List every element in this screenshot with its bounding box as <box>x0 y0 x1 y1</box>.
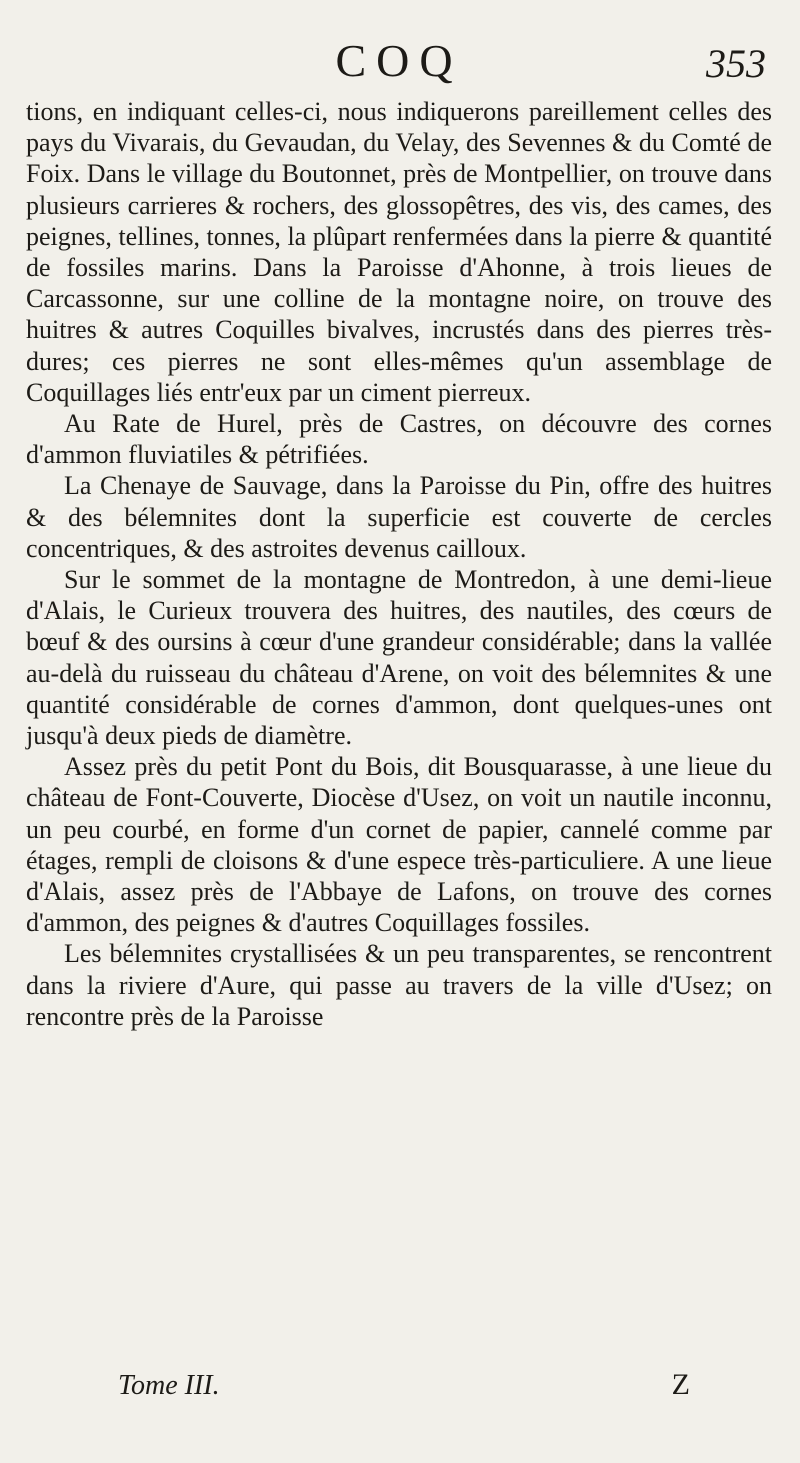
paragraph: Assez près du petit Pont du Bois, dit Bousquarasse, à une lieue du château de Font-Couverte, Diocèse d'Usez, on voit un nautile inconnu, un peu courbé, en forme d'un cornet de papier, cannelé comme par étages, rempli de cloisons & d'une espece très-particuliere. A une lieue d'Alais, assez près de l'Abbaye de Lafons, on trouve des cornes d'ammon, des peignes & d'autres Coquillages fossiles. <box>26 752 772 938</box>
page-footer <box>0 1370 800 1410</box>
paragraph: Au Rate de Hurel, près de Castres, on découvre des cornes d'ammon fluviatiles & pétrifiées. <box>26 409 772 470</box>
body-text <box>26 96 772 1032</box>
page-number: 353 <box>706 41 766 86</box>
signature-mark: Z <box>671 1368 690 1401</box>
paragraph-continued: tions, en indiquant celles-ci, nous indiquerons pareillement celles des pays du Vivarais, du Gevaudan, du Velay, des Sevennes & du Comté de Foix. Dans le village du Boutonnet, près de Montpellier, on trouve dans plusieurs carrieres & rochers, des glossopêtres, des vis, des cames, des peignes, tellines, tonnes, la plûpart renfermées dans la pierre & quantité de fossiles marins. Dans la Paroisse d'Ahonne, à trois lieues de Carcassonne, sur une colline de la montagne noire, on trouve des huitres & autres Coquilles bivalves, incrustés dans des pierres très-dures; ces pierres ne sont elles-mêmes qu'un assemblage de Coquillages liés entr'eux par un ciment pierreux. <box>26 97 772 407</box>
paragraph: Sur le sommet de la montagne de Montredon, à une demi-lieue d'Alais, le Curieux trouvera des huitres, des nautiles, des cœurs de bœuf & des oursins à cœur d'une grandeur considérable; dans la vallée au-delà du ruisseau du château d'Arene, on voit des bélemnites & une quantité considérable de cornes d'ammon, dont quelques-unes ont jusqu'à deux pieds de diamètre. <box>26 565 772 751</box>
running-head: COQ <box>335 35 463 86</box>
paragraph: La Chenaye de Sauvage, dans la Paroisse du Pin, offre des huitres & des bélemnites dont la superficie est couverte de cercles concentriques, & des astroites devenus cailloux. <box>26 471 772 563</box>
paragraph: Les bélemnites crystallisées & un peu transparentes, se rencontrent dans la riviere d'Aure, qui passe au travers de la ville d'Usez; on rencontre près de la Paroisse <box>26 939 772 1031</box>
page-header <box>26 30 772 88</box>
volume-label: Tome III. <box>118 1370 220 1401</box>
